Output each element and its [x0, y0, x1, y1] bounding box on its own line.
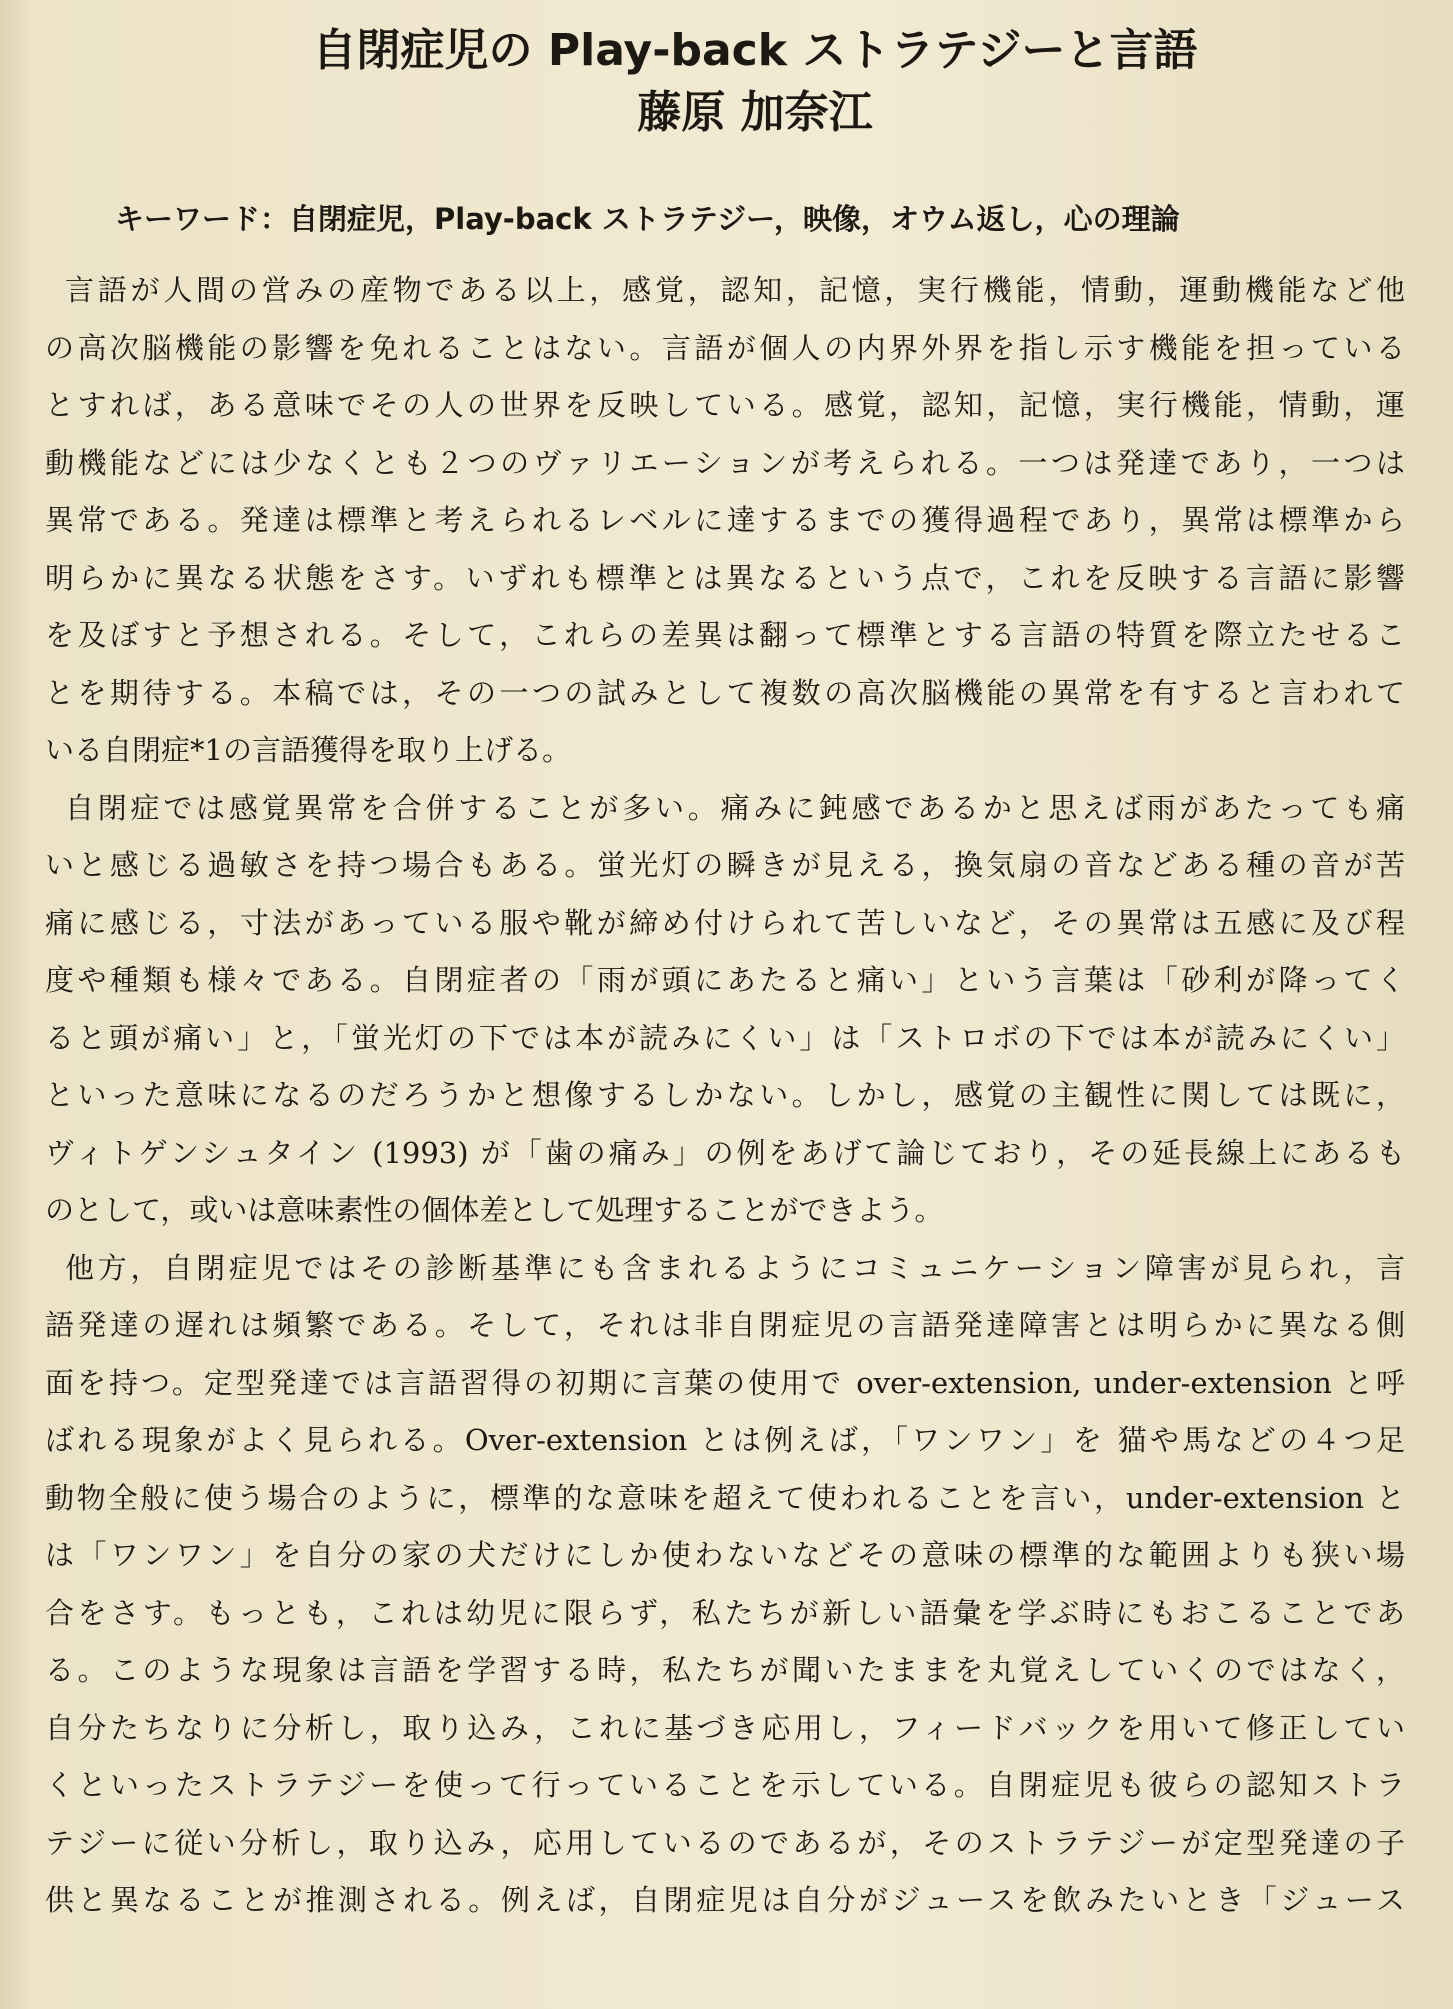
keywords-line: キーワード：自閉症児，Play-back ストラテジー，映像，オウム返し，心の理論 [115, 202, 1180, 236]
text-line: いと感じる過敏さを持つ場合もある。蛍光灯の瞬きが見える，換気扇の音などある種の音が苦 [45, 848, 1405, 882]
text-line: る。このような現象は言語を学習する時，私たちが聞いたままを丸覚えしていくのではなく， [45, 1653, 1405, 1687]
text-line: とを期待する。本稿では，その一つの試みとして複数の高次脳機能の異常を有すると言われて [45, 675, 1405, 710]
text-line: 面を持つ。定型発達では言語習得の初期に言葉の使用で over-extension, under-extension と呼 [45, 1365, 1405, 1400]
text-line: 言語が人間の営みの産物である以上，感覚，認知，記憶，実行機能，情動，運動機能など他 [65, 273, 1405, 307]
text-line: ると頭が痛い」と，「蛍光灯の下では本が読みにくい」は「ストロボの下では本が読みにくい」 [45, 1020, 1405, 1055]
text-line: の高次脳機能の影響を免れることはない。言語が個人の内界外界を指し示す機能を担っている [45, 330, 1405, 365]
text-line: テジーに従い分析し，取り込み，応用しているのであるが，そのストラテジーが定型発達の子 [45, 1825, 1405, 1860]
text-line: を及ぼすと予想される。そして，これらの差異は翻って標準とする言語の特質を際立たせるこ [45, 618, 1405, 652]
text-line: 異常である。発達は標準と考えられるレベルに達するまでの獲得過程であり，異常は標準から [45, 503, 1405, 537]
text-line: 供と異なることが推測される。例えば，自閉症児は自分がジュースを飲みたいとき「ジュース [45, 1883, 1405, 1917]
text-line: 痛に感じる，寸法があっている服や靴が締め付けられて苦しいなど，その異常は五感に及び程 [45, 905, 1405, 940]
paragraph [45, 780, 1405, 1240]
text-line: のとして，或いは意味素性の個体差として処理することができよう。 [45, 1193, 944, 1227]
text-line: 合をさす。もっとも，これは幼児に限らず，私たちが新しい語彙を学ぶ時にもおこることであ [45, 1595, 1405, 1630]
paragraph [45, 1240, 1405, 1930]
text-line: 度や種類も様々である。自閉症者の「雨が頭にあたると痛い」という言葉は「砂利が降ってく [45, 963, 1405, 997]
text-line: 自分たちなりに分析し，取り込み，これに基づき応用し，フィードバックを用いて修正してい [45, 1710, 1405, 1745]
paper-title: 自閉症児の Play-back ストラテジーと言語 [312, 25, 1198, 76]
text-line: とすれば，ある意味でその人の世界を反映している。感覚，認知，記憶，実行機能，情動，運 [45, 388, 1405, 422]
document-page [45, 20, 1405, 1990]
text-line: いる自閉症*1の言語獲得を取り上げる。 [45, 733, 571, 767]
text-line: ばれる現象がよく見られる。Over-extension とは例えば，「ワンワン」を 猫や馬などの４つ足 [45, 1423, 1405, 1457]
text-line: 自閉症では感覚異常を合併することが多い。痛みに鈍感であるかと思えば雨があたっても痛 [65, 790, 1405, 825]
text-line: 動機能などには少なくとも２つのヴァリエーションが考えられる。一つは発達であり，一つは [45, 445, 1405, 480]
text-line: 明らかに異なる状態をさす。いずれも標準とは異なるという点で，これを反映する言語に影響 [45, 560, 1405, 595]
body-text [45, 262, 1405, 1930]
text-line: くといったストラテジーを使って行っていることを示している。自閉症児も彼らの認知ストラ [45, 1768, 1405, 1802]
text-line: 語発達の遅れは頻繁である。そして，それは非自閉症児の言語発達障害とは明らかに異なる側 [45, 1308, 1405, 1342]
text-line: といった意味になるのだろうかと想像するしかない。しかし，感覚の主観性に関しては既に， [45, 1078, 1405, 1112]
text-line: ヴィトゲンシュタイン (1993) が「歯の痛み」の例をあげて論じており，その延長線上にあるも [45, 1135, 1405, 1170]
paragraph [45, 262, 1405, 780]
text-line: 他方，自閉症児ではその診断基準にも含まれるようにコミュニケーション障害が見られ，言 [65, 1250, 1405, 1285]
text-line: は「ワンワン」を自分の家の犬だけにしか使わないなどその意味の標準的な範囲よりも狭い場 [45, 1538, 1405, 1572]
author-name: 藤原 加奈江 [637, 87, 873, 138]
text-line: 動物全般に使う場合のように，標準的な意味を超えて使われることを言い，under-extension と [45, 1480, 1405, 1515]
